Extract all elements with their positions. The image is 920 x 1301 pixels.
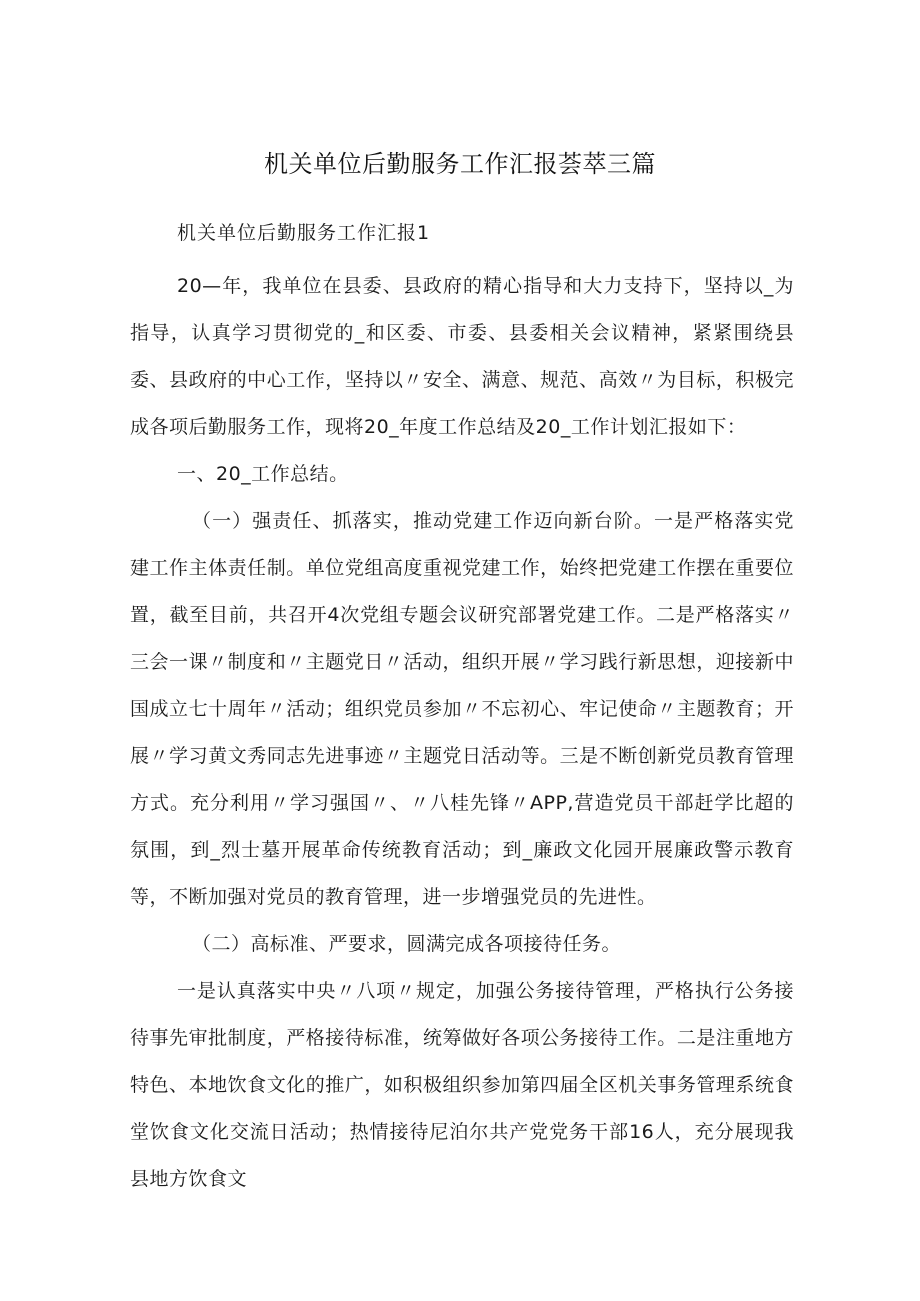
paragraph-party-building: （一）强责任、抓落实，推动党建工作迈向新台阶。一是严格落实党建工作主体责任制。单位党组高度重视党建工作，始终把党建工作摆在重要位置，截至目前，共召开4次党组专题会议研究部署党建工作。二是严格落实〃三会一课〃制度和〃主题党日〃活动，组织开展〃学习践行新思想，迎接新中国成立七十周年〃活动；组织党员参加〃不忘初心、牢记使命〃主题教育；开展〃学习黄文秀同志先进事迹〃主题党日活动等。三是不断创新党员教育管理方式。充分利用〃学习强国〃、〃八桂先锋〃APP,营造党员干部赶学比超的氛围，到_烈士墓开展革命传统教育活动；到_廉政文化园开展廉政警示教育等，不断加强对党员的教育管理，进一步增强党员的先进性。 [130, 510, 794, 908]
document-body [130, 263, 794, 1203]
document-title: 机关单位后勤服务工作汇报荟萃三篇 [264, 150, 656, 178]
document-subtitle: 机关单位后勤服务工作汇报1 [177, 222, 431, 244]
section-heading-summary: 一、20_工作总结。 [177, 463, 349, 485]
paragraph-intro: 20—年，我单位在县委、县政府的精心指导和大力支持下，坚持以_为指导，认真学习贯彻党的_和区委、市委、县委相关会议精神，紧紧围绕县委、县政府的中心工作，坚持以〃安全、满意、规范、高效〃为目标，积极完成各项后勤服务工作，现将20_年度工作总结及20_工作计划汇报如下： [130, 275, 794, 438]
paragraph-reception: 一是认真落实中央〃八项〃规定，加强公务接待管理，严格执行公务接待事先审批制度，严格接待标准，统筹做好各项公务接待工作。二是注重地方特色、本地饮食文化的推广，如积极组织参加第四届全区机关事务管理系统食堂饮食文化交流日活动；热情接待尼泊尔共产党党务干部16人，充分展现我县地方饮食文 [130, 980, 794, 1190]
subsection-heading-reception: （二）高标准、严要求，圆满完成各项接待任务。 [192, 933, 622, 955]
